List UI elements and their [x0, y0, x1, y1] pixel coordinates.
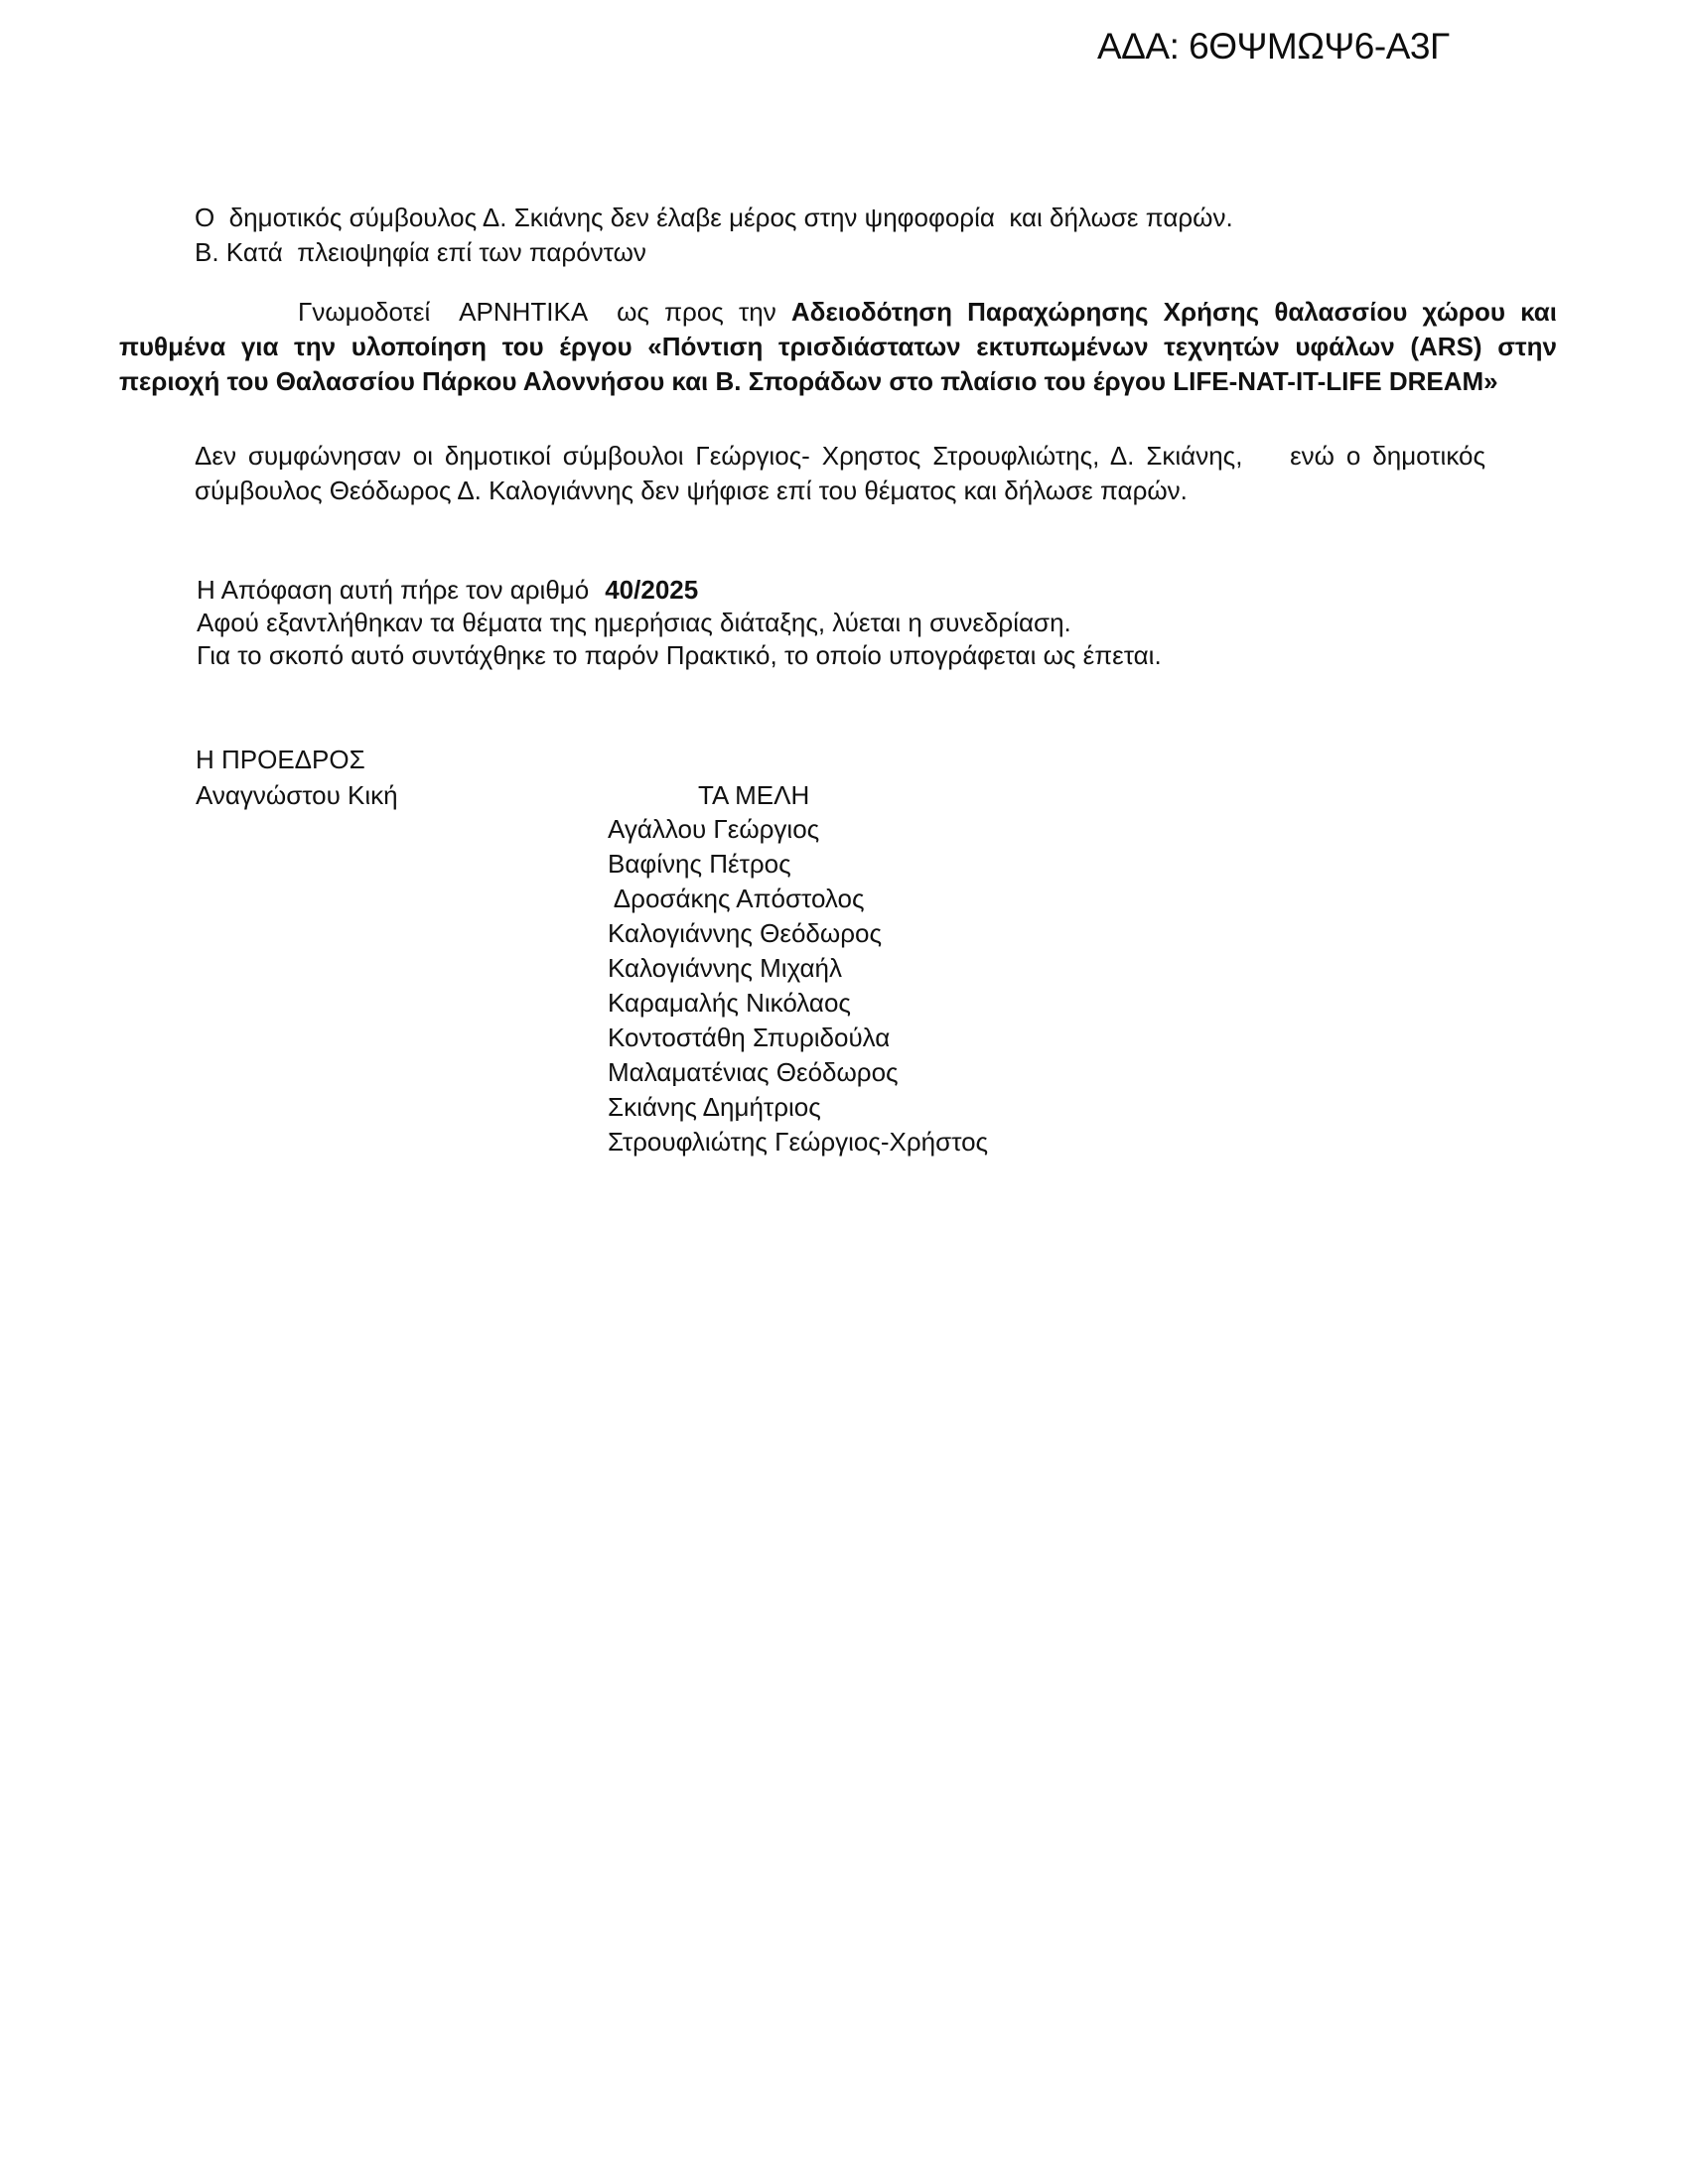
members-list	[608, 812, 988, 1160]
member-name: Κοντοστάθη Σπυριδούλα	[608, 1023, 891, 1052]
member-name: Στρουφλιώτης Γεώργιος-Χρήστος	[608, 1127, 989, 1157]
member-name: Αγάλλου Γεώργιος	[608, 814, 820, 844]
member-name: Βαφίνης Πέτρος	[608, 849, 791, 879]
member-name: Καλογιάννης Θεόδωρος	[608, 918, 882, 948]
member-name: Σκιάνης Δημήτριος	[608, 1092, 821, 1122]
decision-number-line	[197, 574, 1162, 607]
decision-number-prefix: Η Απόφαση αυτή πήρε τον αριθμό	[197, 575, 590, 605]
president-title: Η ΠΡΟΕΔΡΟΣ	[196, 745, 365, 774]
member-name: Καραμαλής Νικόλαος	[608, 988, 851, 1018]
member-name: Μαλαματένιας Θεόδωρος	[608, 1057, 899, 1087]
abstention-paragraph	[195, 201, 1233, 270]
opinion-bold-text: Αδειοδότηση Παραχώρησης Χρήσης θαλασσίου χώρου και πυθμένα για την υλοποίηση του έργου «Πόντιση τρισδιάστατων εκτυπωμένων τεχνητών υφάλων (ARS) στην περιοχή του Θαλασσίου Πάρκου Αλοννήσου και Β. Σποράδων στο πλαίσιο του έργου LIFE-NAT-IT-LIFE DREAM»	[119, 297, 1565, 396]
closing-line-2: Για το σκοπό αυτό συντάχθηκε το παρόν Πρακτικό, το οποίο υπογράφεται ως έπεται.	[197, 640, 1162, 670]
dissent-paragraph: Δεν συμφώνησαν οι δημοτικοί σύμβουλοι Γεώργιος- Χρηστος Στρουφλιώτης, Δ. Σκιάνης, ενώ ο δημοτικός σύμβουλος Θεόδωρος Δ. Καλογιάννης δεν ψήφισε επί του θέματος και δήλωσε παρών.	[195, 441, 1493, 505]
member-name: Καλογιάννης Μιχαήλ	[608, 953, 843, 983]
members-title: ΤΑ ΜΕΛΗ	[698, 780, 810, 810]
abstention-line-1: Ο δημοτικός σύμβουλος Δ. Σκιάνης δεν έλαβε μέρος στην ψηφοφορία και δήλωσε παρών.	[195, 203, 1233, 232]
opinion-prefix: Γνωμοδοτεί ΑΡΝΗΤΙΚΑ ως προς την	[298, 297, 791, 327]
decision-block	[197, 574, 1162, 672]
member-name: Δροσάκης Απόστολος	[608, 884, 865, 913]
president-name: Αναγνώστου Κική	[196, 780, 398, 810]
opinion-paragraph	[119, 295, 1565, 399]
abstention-line-2: Β. Κατά πλειοψηφία επί των παρόντων	[195, 237, 646, 267]
decision-number: 40/2025	[605, 575, 699, 605]
ada-code: ΑΔΑ: 6ΘΨΜΩΨ6-Α3Γ	[1097, 26, 1450, 67]
closing-line-1: Αφού εξαντλήθηκαν τα θέματα της ημερήσιας διάταξης, λύεται η συνεδρίαση.	[197, 608, 1071, 637]
